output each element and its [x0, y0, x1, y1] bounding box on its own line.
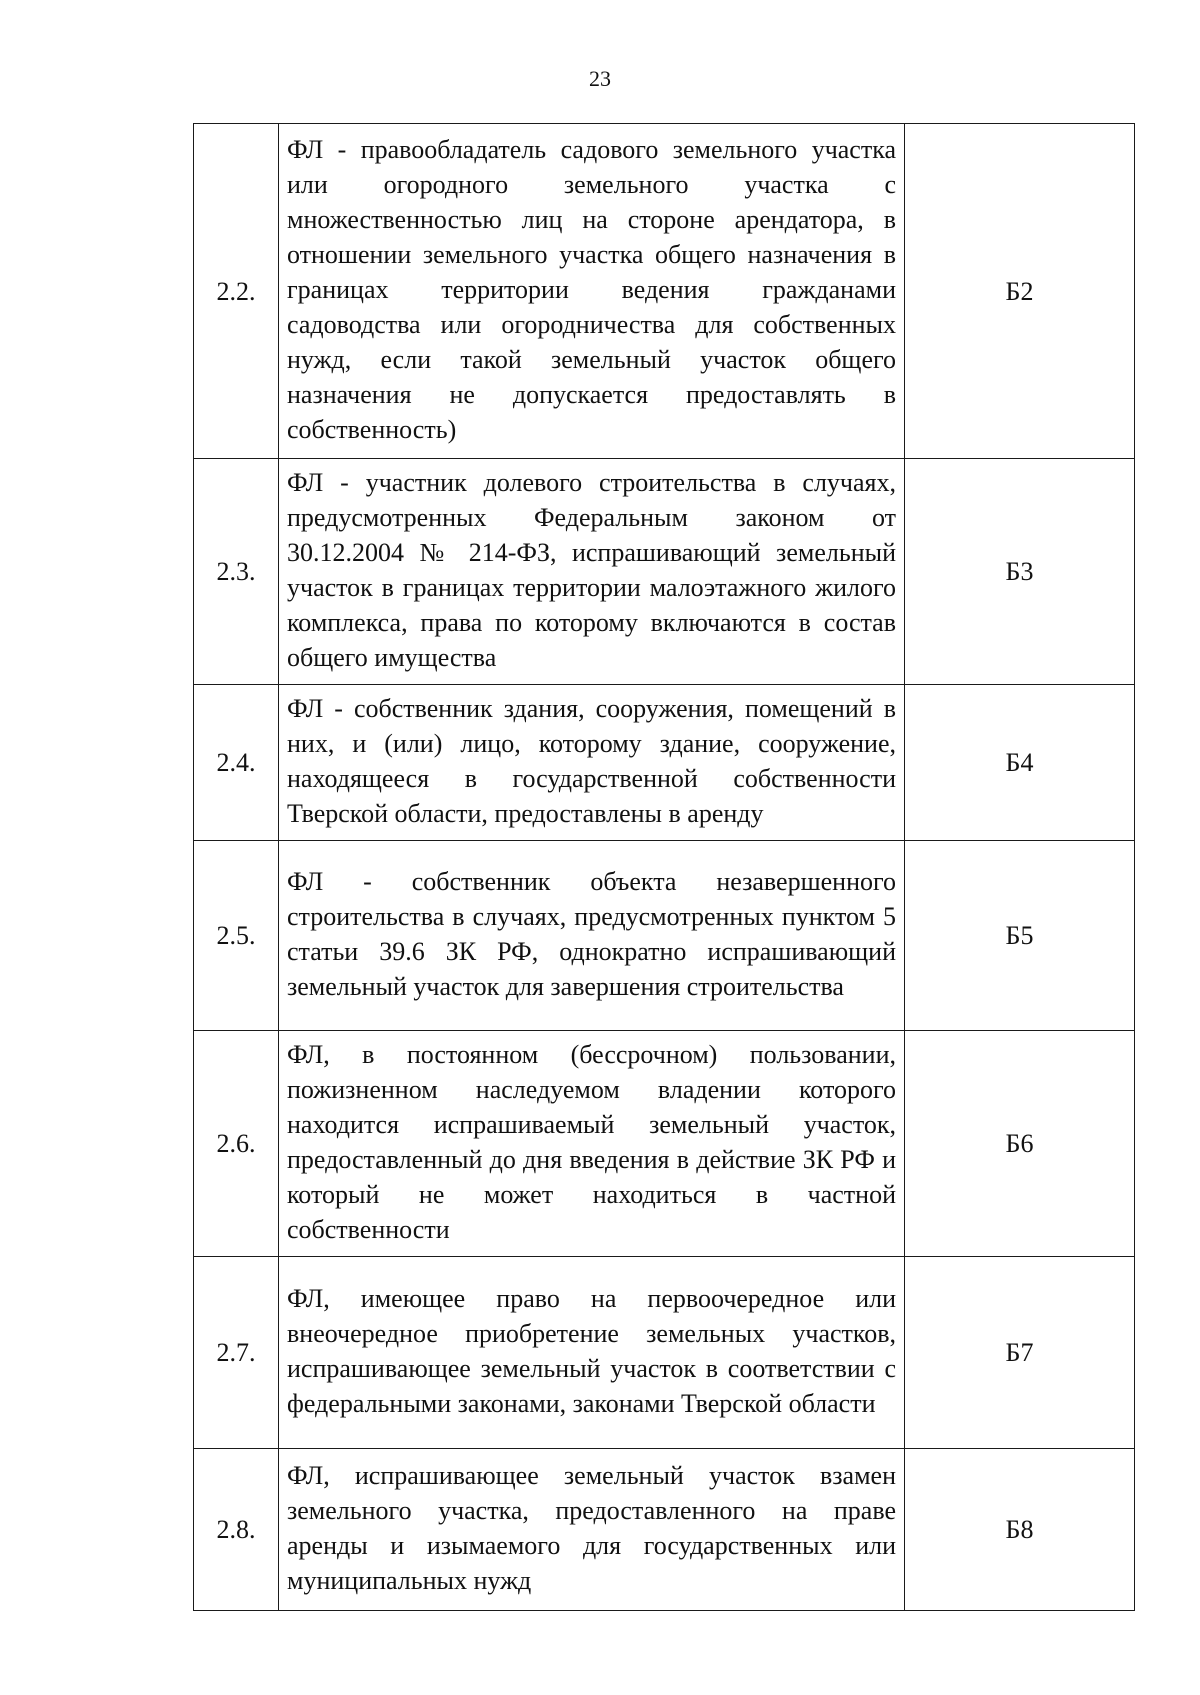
row-description: ФЛ, в постоянном (бессрочном) пользовании, пожизненном наследуемом владении которого находится испрашиваемый земельный участок, предоставленный до дня введения в действие ЗК РФ и который не может находиться в частной собственности [279, 1031, 905, 1257]
row-code: Б5 [905, 841, 1135, 1031]
row-code: Б7 [905, 1257, 1135, 1449]
table-row [194, 459, 1135, 685]
row-description: ФЛ - правообладатель садового земельного участка или огородного земельного участка с множественностью лиц на стороне арендатора, в отношении земельного участка общего назначения в границах территории ведения гражданами садоводства или огородничества для собственных нужд, если такой земельный участок общего назначения не допускается предоставлять в собственность) [279, 124, 905, 459]
row-description: ФЛ - собственник объекта незавершенного строительства в случаях, предусмотренных пунктом 5 статьи 39.6 ЗК РФ, однократно испрашивающий земельный участок для завершения строительства [279, 841, 905, 1031]
row-number: 2.6. [194, 1031, 279, 1257]
row-number: 2.5. [194, 841, 279, 1031]
row-description: ФЛ - собственник здания, сооружения, помещений в них, и (или) лицо, которому здание, сооружение, находящееся в государственной собственности Тверской области, предоставлены в аренду [279, 685, 905, 841]
row-code: Б3 [905, 459, 1135, 685]
table-row [194, 1031, 1135, 1257]
table-row [194, 124, 1135, 459]
row-number: 2.4. [194, 685, 279, 841]
row-number: 2.8. [194, 1449, 279, 1611]
row-code: Б2 [905, 124, 1135, 459]
table-row [194, 1449, 1135, 1611]
table-row [194, 841, 1135, 1031]
row-description: ФЛ, имеющее право на первоочередное или внеочередное приобретение земельных участков, испрашивающее земельный участок в соответствии с федеральными законами, законами Тверской области [279, 1257, 905, 1449]
table-row [194, 685, 1135, 841]
table-row [194, 1257, 1135, 1449]
row-description: ФЛ, испрашивающее земельный участок взамен земельного участка, предоставленного на праве аренды и изымаемого для государственных или муниципальных нужд [279, 1449, 905, 1611]
row-description: ФЛ - участник долевого строительства в случаях, предусмотренных Федеральным законом от 30.12.2004 № 214-ФЗ, испрашивающий земельный участок в границах территории малоэтажного жилого комплекса, права по которому включаются в состав общего имущества [279, 459, 905, 685]
row-code: Б4 [905, 685, 1135, 841]
row-number: 2.7. [194, 1257, 279, 1449]
row-number: 2.2. [194, 124, 279, 459]
document-table [193, 123, 1135, 1611]
row-code: Б8 [905, 1449, 1135, 1611]
row-number: 2.3. [194, 459, 279, 685]
row-code: Б6 [905, 1031, 1135, 1257]
page-number: 23 [589, 66, 611, 91]
